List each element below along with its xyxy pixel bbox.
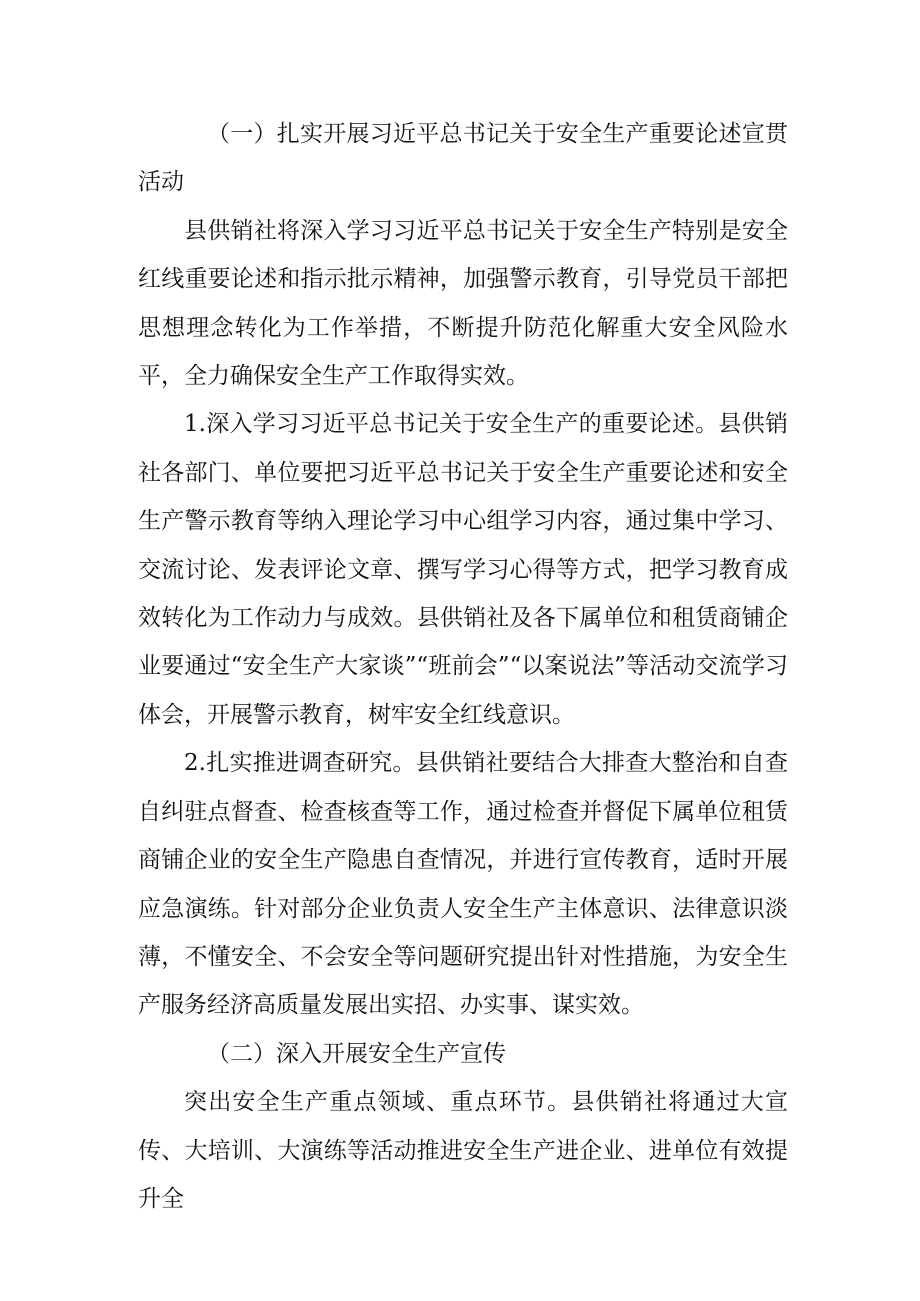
numbered-item-2: 2.扎实推进调查研究。县供销社要结合大排查大整治和自查自纠驻点督查、检查核查等工作，通过检查并督促下属单位租赁商铺企业的安全生产隐患自查情况，并进行宣传教育，适时开展应急演练。针对部分企业负责人安全生产主体意识、法律意识淡薄，不懂安全、不会安全等问题研究提出针对性措施，为安全生产服务经济高质量发展出实招、办实事、谋实效。: [138, 750, 788, 1019]
body-paragraph-2: 突出安全生产重点领域、重点环节。县供销社将通过大宣传、大培训、大演练等活动推进安全生产进企业、进单位有效提升全: [138, 1089, 788, 1212]
body-paragraph-1: 县供销社将深入学习习近平总书记关于安全生产特别是安全红线重要论述和指示批示精神，加强警示教育，引导党员干部把思想理念转化为工作举措，不断提升防范化解重大安全风险水平，全力确保安全生产工作取得实效。: [138, 217, 788, 390]
numbered-item-1: 1.深入学习习近平总书记关于安全生产的重要论述。县供销社各部门、单位要把习近平总书记关于安全生产重要论述和安全生产警示教育等纳入理论学习中心组学习内容，通过集中学习、交流讨论、发表评论文章、撰写学习心得等方式，把学习教育成效转化为工作动力与成效。县供销社及各下属单位和租赁商铺企业要通过“安全生产大家谈”“班前会”“以案说法”等活动交流学习体会，开展警示教育，树牢安全红线意识。: [138, 411, 788, 728]
section-heading-2: （二）深入开展安全生产宣传: [207, 1040, 506, 1067]
section-heading-1: （一）扎实开展习近平总书记关于安全生产重要论述宣贯活动: [138, 121, 788, 196]
document-body: [138, 110, 788, 1223]
